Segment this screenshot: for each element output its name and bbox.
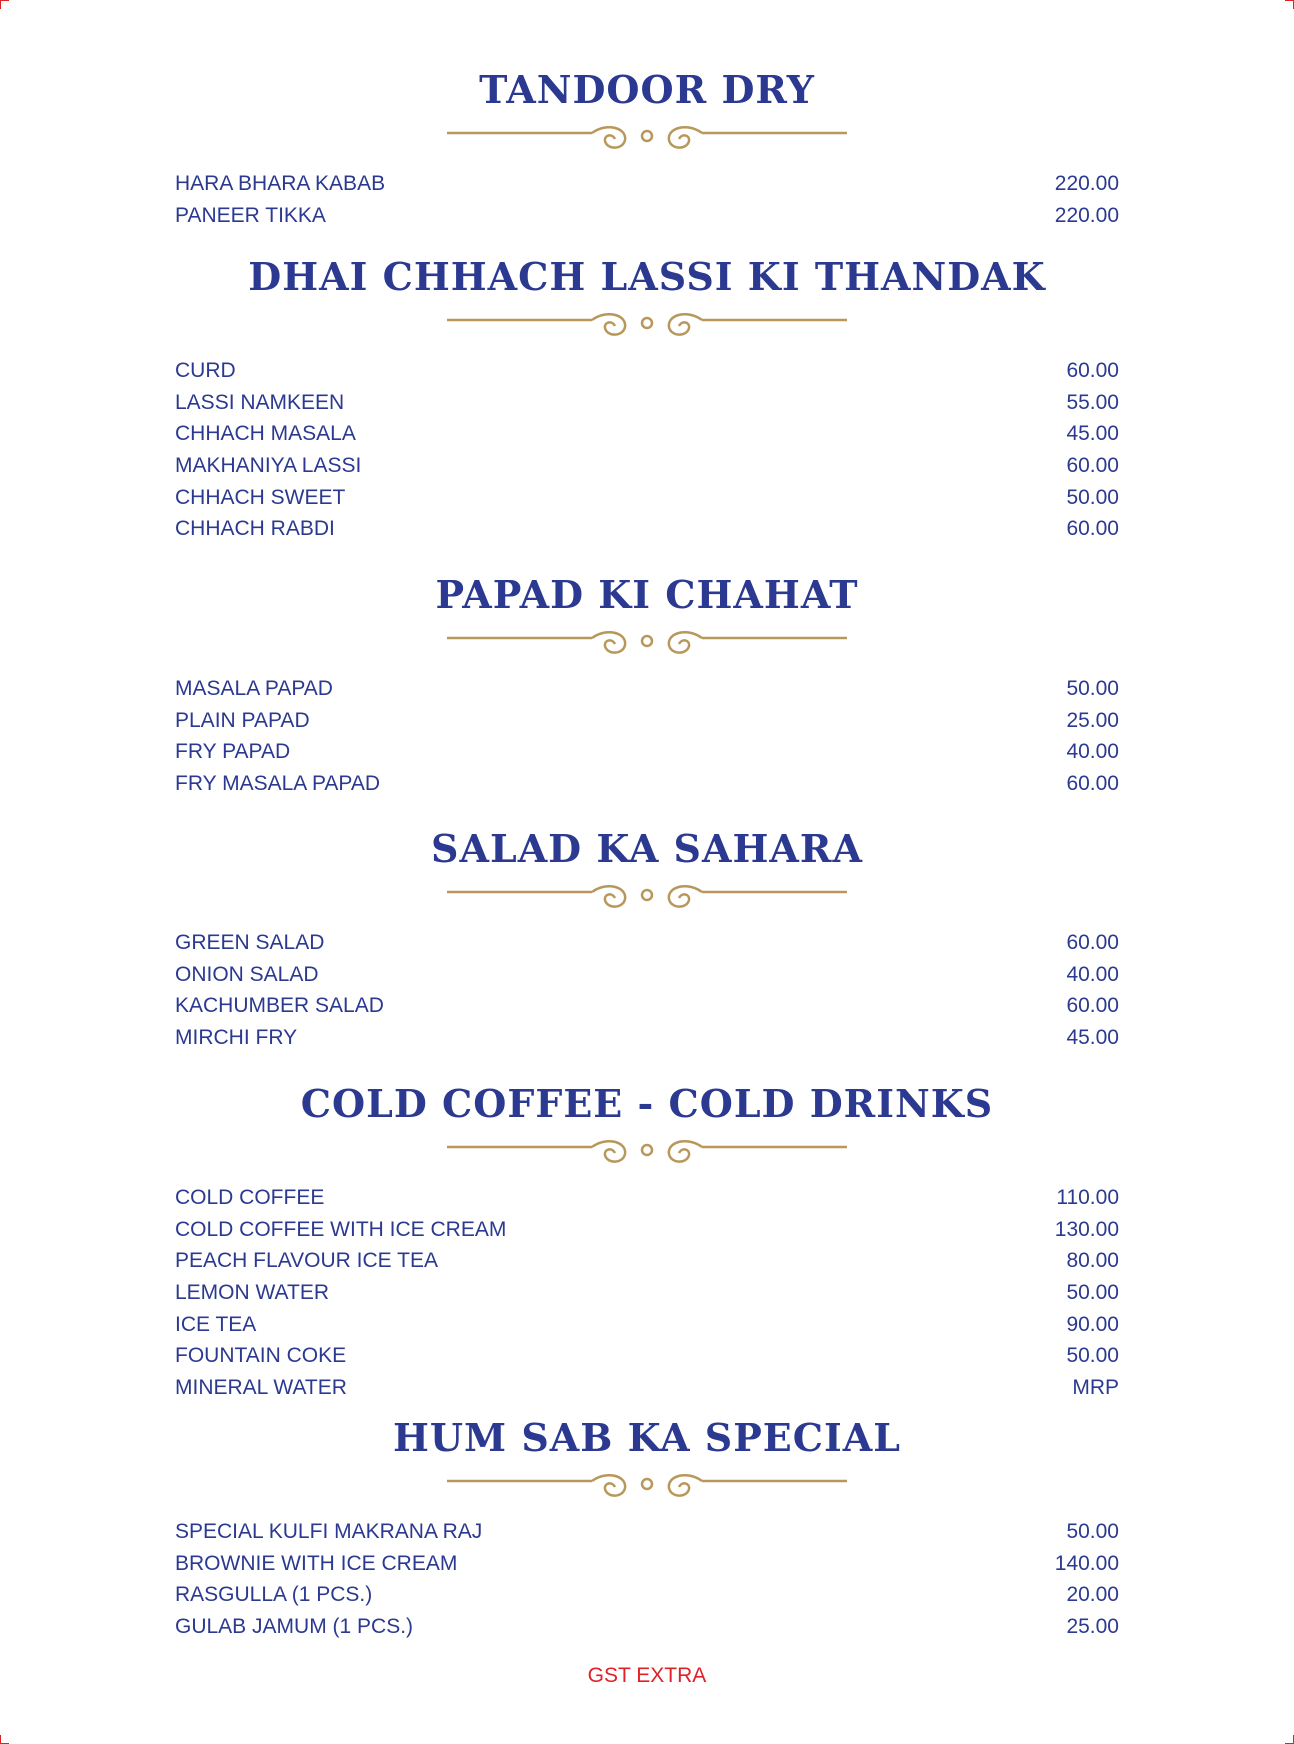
menu-item: [175, 1548, 1119, 1580]
section-title: SALAD KA SAHARA: [431, 826, 863, 871]
ornament-divider: [175, 307, 1119, 347]
item-name: ICE TEA: [175, 1312, 257, 1336]
menu-item: [175, 1214, 1119, 1246]
menu-item: [175, 1245, 1119, 1277]
item-name: CHHACH SWEET: [175, 485, 346, 509]
item-name: FRY MASALA PAPAD: [175, 772, 381, 796]
menu-item: [175, 959, 1119, 991]
menu-item: [175, 1372, 1119, 1404]
gst-note: GST EXTRA: [587, 1664, 707, 1687]
crop-mark-bottom-left: [0, 1735, 9, 1744]
menu-item: [175, 1277, 1119, 1309]
item-name: COLD COFFEE: [175, 1186, 325, 1209]
flourish-icon: [447, 120, 847, 160]
item-name: MAKHANIYA LASSI: [175, 454, 362, 478]
item-name: ONION SALAD: [175, 962, 319, 986]
menu-item: [175, 705, 1119, 737]
item-price: 55.00: [1066, 390, 1119, 414]
menu-item: [175, 513, 1119, 545]
item-name: FOUNTAIN COKE: [175, 1344, 347, 1368]
section-title: PAPAD KI CHAHAT: [435, 572, 859, 617]
menu-item: [175, 1309, 1119, 1341]
section-title: DHAI CHHACH LASSI KI THANDAK: [248, 254, 1046, 299]
item-name: KACHUMBER SALAD: [175, 994, 384, 1018]
menu-item: [175, 1022, 1119, 1054]
item-name: HARA BHARA KABAB: [175, 172, 386, 195]
flourish-icon: [447, 879, 847, 919]
menu-item: [175, 673, 1119, 705]
menu-item: [175, 168, 1119, 200]
item-price: 60.00: [1066, 454, 1119, 478]
flourish-icon: [447, 625, 847, 665]
ornament-divider: [175, 879, 1119, 919]
ornament-divider: [175, 1134, 1119, 1174]
crop-mark-top-left: [0, 0, 9, 9]
item-name: MIRCHI FRY: [175, 1026, 298, 1050]
crop-mark-bottom-right: [1285, 1735, 1294, 1744]
item-price: 90.00: [1066, 1312, 1119, 1336]
menu-item: [175, 418, 1119, 450]
item-name: CHHACH MASALA: [175, 422, 356, 446]
item-price: 130.00: [1054, 1217, 1119, 1241]
menu-section-hum-sab-ka-special: [175, 1408, 1119, 1643]
item-price: 60.00: [1066, 359, 1119, 382]
menu-item: [175, 1340, 1119, 1372]
menu-item: [175, 927, 1119, 959]
item-name: CHHACH RABDI: [175, 517, 335, 541]
item-name: COLD COFFEE WITH ICE CREAM: [175, 1217, 507, 1241]
menu-section-dhai-chhach-lassi: [175, 247, 1119, 545]
menu-item: [175, 1611, 1119, 1643]
section-title: HUM SAB KA SPECIAL: [392, 1415, 901, 1460]
item-name: BROWNIE WITH ICE CREAM: [175, 1551, 458, 1575]
ornament-divider: [175, 120, 1119, 160]
item-price: 50.00: [1066, 1344, 1119, 1368]
ornament-divider: [175, 625, 1119, 665]
item-price: 50.00: [1066, 485, 1119, 509]
menu-section-papad-ki-chahat: [175, 565, 1119, 800]
menu-item: [175, 768, 1119, 800]
item-price: MRP: [1072, 1376, 1119, 1400]
item-price: 25.00: [1066, 1615, 1119, 1639]
menu-item: [175, 355, 1119, 387]
item-price: 45.00: [1066, 422, 1119, 446]
menu-item: [175, 387, 1119, 419]
item-price: 60.00: [1066, 994, 1119, 1018]
menu-item: [175, 200, 1119, 232]
item-name: SPECIAL KULFI MAKRANA RAJ: [175, 1520, 483, 1543]
item-price: 60.00: [1066, 517, 1119, 541]
item-name: GULAB JAMUM (1 PCS.): [175, 1615, 414, 1639]
crop-mark-top-right: [1285, 0, 1294, 9]
item-name: PLAIN PAPAD: [175, 708, 310, 732]
item-name: RASGULLA (1 PCS.): [175, 1583, 373, 1607]
item-price: 80.00: [1066, 1249, 1119, 1273]
item-price: 25.00: [1066, 708, 1119, 732]
item-price: 220.00: [1054, 172, 1119, 195]
item-price: 50.00: [1066, 1520, 1119, 1543]
item-name: PANEER TIKKA: [175, 203, 326, 227]
item-price: 140.00: [1054, 1551, 1119, 1575]
menu-section-cold-coffee-cold-drinks: [175, 1074, 1119, 1404]
menu-item: [175, 1516, 1119, 1548]
item-price: 60.00: [1066, 931, 1119, 954]
flourish-icon: [447, 307, 847, 347]
item-price: 40.00: [1066, 740, 1119, 764]
menu-item: [175, 450, 1119, 482]
item-name: GREEN SALAD: [175, 931, 325, 954]
item-name: MINERAL WATER: [175, 1376, 347, 1400]
item-price: 110.00: [1056, 1186, 1119, 1209]
item-price: 45.00: [1066, 1026, 1119, 1050]
menu-section-tandoor-dry: [175, 60, 1119, 231]
menu-section-salad-ka-sahara: [175, 819, 1119, 1054]
item-price: 50.00: [1066, 1281, 1119, 1305]
flourish-icon: [447, 1134, 847, 1174]
menu-item: [175, 1579, 1119, 1611]
item-name: MASALA PAPAD: [175, 677, 333, 700]
flourish-icon: [447, 1468, 847, 1508]
menu-item: [175, 990, 1119, 1022]
item-price: 60.00: [1066, 772, 1119, 796]
item-name: LASSI NAMKEEN: [175, 390, 345, 414]
item-name: FRY PAPAD: [175, 740, 291, 764]
section-title: COLD COFFEE - COLD DRINKS: [300, 1081, 994, 1126]
section-title: TANDOOR DRY: [479, 67, 815, 112]
item-price: 220.00: [1054, 203, 1119, 227]
item-name: CURD: [175, 359, 236, 382]
menu-item: [175, 482, 1119, 514]
item-price: 50.00: [1066, 677, 1119, 700]
menu-item: [175, 1182, 1119, 1214]
item-name: LEMON WATER: [175, 1281, 330, 1305]
item-price: 20.00: [1066, 1583, 1119, 1607]
ornament-divider: [175, 1468, 1119, 1508]
item-name: PEACH FLAVOUR ICE TEA: [175, 1249, 438, 1273]
menu-item: [175, 736, 1119, 768]
item-price: 40.00: [1066, 962, 1119, 986]
